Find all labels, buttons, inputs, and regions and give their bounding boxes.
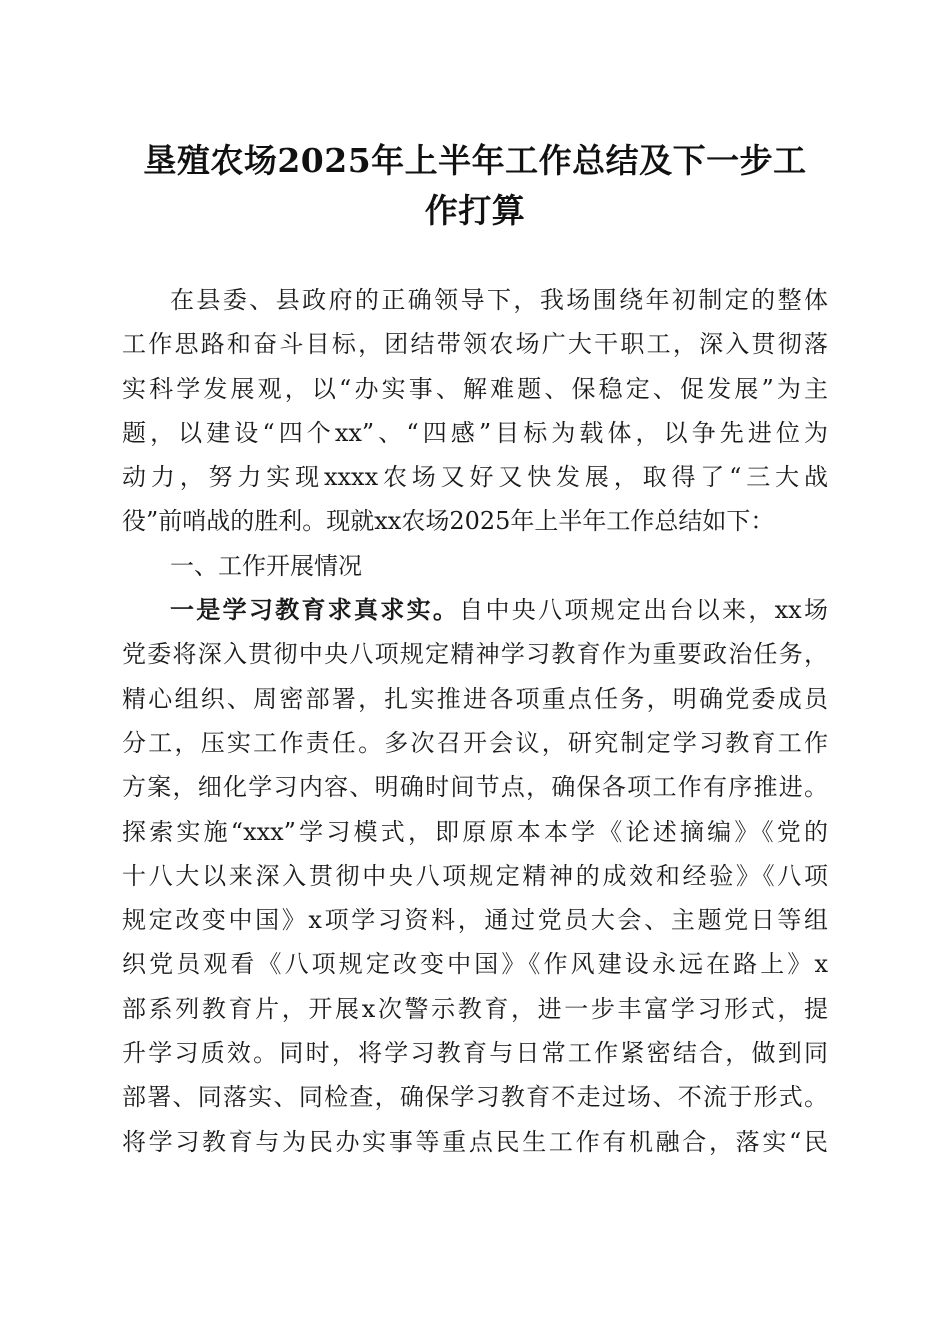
- intro-paragraph-line: 题，以建设“四个xx”、“四感”目标为载体，以争先进位为: [122, 418, 828, 447]
- intro-paragraph-line: 工作思路和奋斗目标，团结带领农场广大干职工，深入贯彻落: [122, 330, 828, 359]
- title-line: 垦殖农场2025年上半年工作总结及下一步工: [143, 141, 807, 180]
- item-paragraph-line: 精心组织、周密部署，扎实推进各项重点任务，明确党委成员: [122, 684, 828, 713]
- item-paragraph-line: 方案，细化学习内容、明确时间节点，确保各项工作有序推进。: [122, 773, 828, 802]
- item-paragraph-line: [122, 588, 828, 632]
- item-paragraph-line: 分工，压实工作责任。多次召开会议，研究制定学习教育工作: [122, 728, 828, 757]
- page-title: [120, 136, 830, 236]
- intro-paragraph-line: 实科学发展观，以“办实事、解难题、保稳定、促发展”为主: [122, 374, 828, 403]
- item-paragraph-line: 织党员观看《八项规定改变中国》《作风建设永远在路上》x: [122, 950, 828, 979]
- section-heading: 一、工作开展情况: [170, 551, 362, 580]
- document-body: [122, 278, 828, 1164]
- item-paragraph-line: 部系列教育片，开展x次警示教育，进一步丰富学习形式，提: [122, 994, 828, 1023]
- title-line: 作打算: [424, 191, 526, 230]
- item-paragraph-line: 部署、同落实、同检查，确保学习教育不走过场、不流于形式。: [122, 1083, 828, 1112]
- item-paragraph-line: 党委将深入贯彻中央八项规定精神学习教育作为重要政治任务，: [122, 640, 828, 669]
- item-paragraph-line: 十八大以来深入贯彻中央八项规定精神的成效和经验》《八项: [122, 861, 828, 890]
- item-paragraph-line: 规定改变中国》x项学习资料，通过党员大会、主题党日等组: [122, 906, 828, 935]
- intro-paragraph-line: 在县委、县政府的正确领导下，我场围绕年初制定的整体: [170, 286, 828, 314]
- intro-paragraph-line: 动力，努力实现xxxx农场又好又快发展，取得了“三大战: [122, 463, 828, 492]
- item-paragraph-line: 将学习教育与为民办实事等重点民生工作有机融合，落实“民: [122, 1127, 828, 1156]
- item-paragraph-line: 探索实施“xxx”学习模式，即原原本本学《论述摘编》《党的: [122, 817, 828, 846]
- intro-paragraph-line: 役”前哨战的胜利。现就xx农场2025年上半年工作总结如下：: [122, 507, 775, 536]
- item-lead: 一是学习教育求真求实。: [170, 595, 460, 625]
- item-paragraph-line: 升学习质效。同时，将学习教育与日常工作紧密结合，做到同: [122, 1039, 828, 1068]
- item-text: 自中央八项规定出台以来，xx场: [459, 596, 828, 625]
